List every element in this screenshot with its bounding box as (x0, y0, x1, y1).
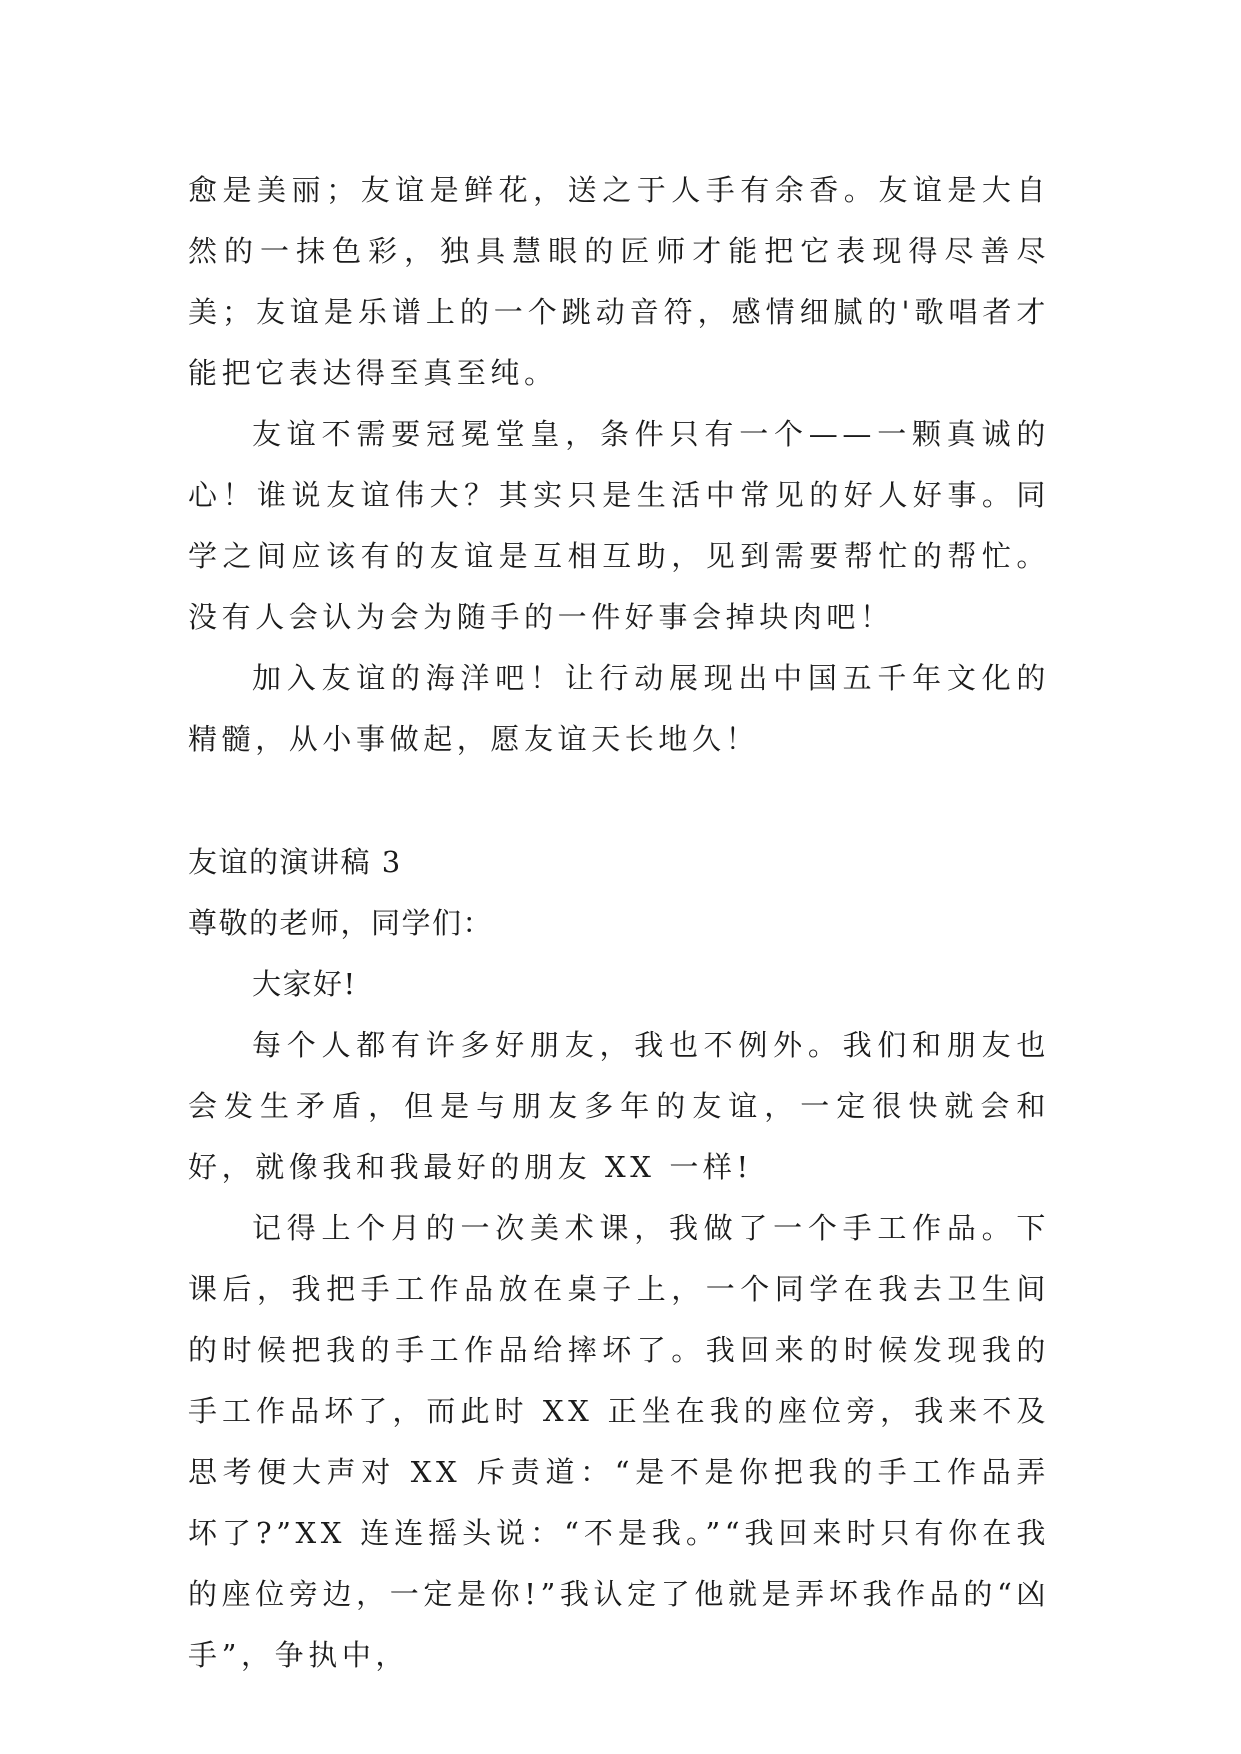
paragraph-join-friendship: 加入友谊的海洋吧！让行动展现出中国五千年文化的精髓，从小事做起，愿友谊天长地久！ (188, 661, 1050, 756)
section-spacer (188, 770, 1050, 832)
paragraph-good-friends: 每个人都有许多好朋友，我也不例外。我们和朋友也会发生矛盾，但是与朋友多年的友谊，一定很快就会和好，就像我和我最好的朋友 XX 一样! (188, 1028, 1050, 1184)
section-title: 友谊的演讲稿 3 (188, 845, 402, 879)
greeting: 大家好! (252, 967, 357, 1001)
paragraph-art-class-story: 记得上个月的一次美术课，我做了一个手工作品。下课后，我把手工作品放在桌子上，一个同学在我去卫生间的时候把我的手工作品给摔坏了。我回来的时候发现我的手工作品坏了，而此时 XX 正坐在我的座位旁，我来不及思考便大声对 XX 斥责道：“是不是你把我的手工作品弄坏了?”XX 连连摇头说：“不是我。”“我回来时只有你在我的座位旁边，一定是你!”我认定了他就是弄坏我作品的“凶手”，争执中， (188, 1211, 1050, 1672)
paragraph-friendship-metaphor: 愈是美丽；友谊是鲜花，送之于人手有余香。友谊是大自然的一抹色彩，独具慧眼的匠师才能把它表现得尽善尽美；友谊是乐谱上的一个跳动音符，感情细腻的'歌唱者才能把它表达得至真至纯。 (188, 173, 1050, 390)
paragraph-sincere-heart: 友谊不需要冠冕堂皇，条件只有一个——一颗真诚的心！谁说友谊伟大？其实只是生活中常见的好人好事。同学之间应该有的友谊是互相互助，见到需要帮忙的帮忙。没有人会认为会为随手的一件好事会掉块肉吧！ (188, 417, 1050, 634)
salutation: 尊敬的老师，同学们： (188, 906, 494, 940)
document-body (188, 160, 1050, 1686)
